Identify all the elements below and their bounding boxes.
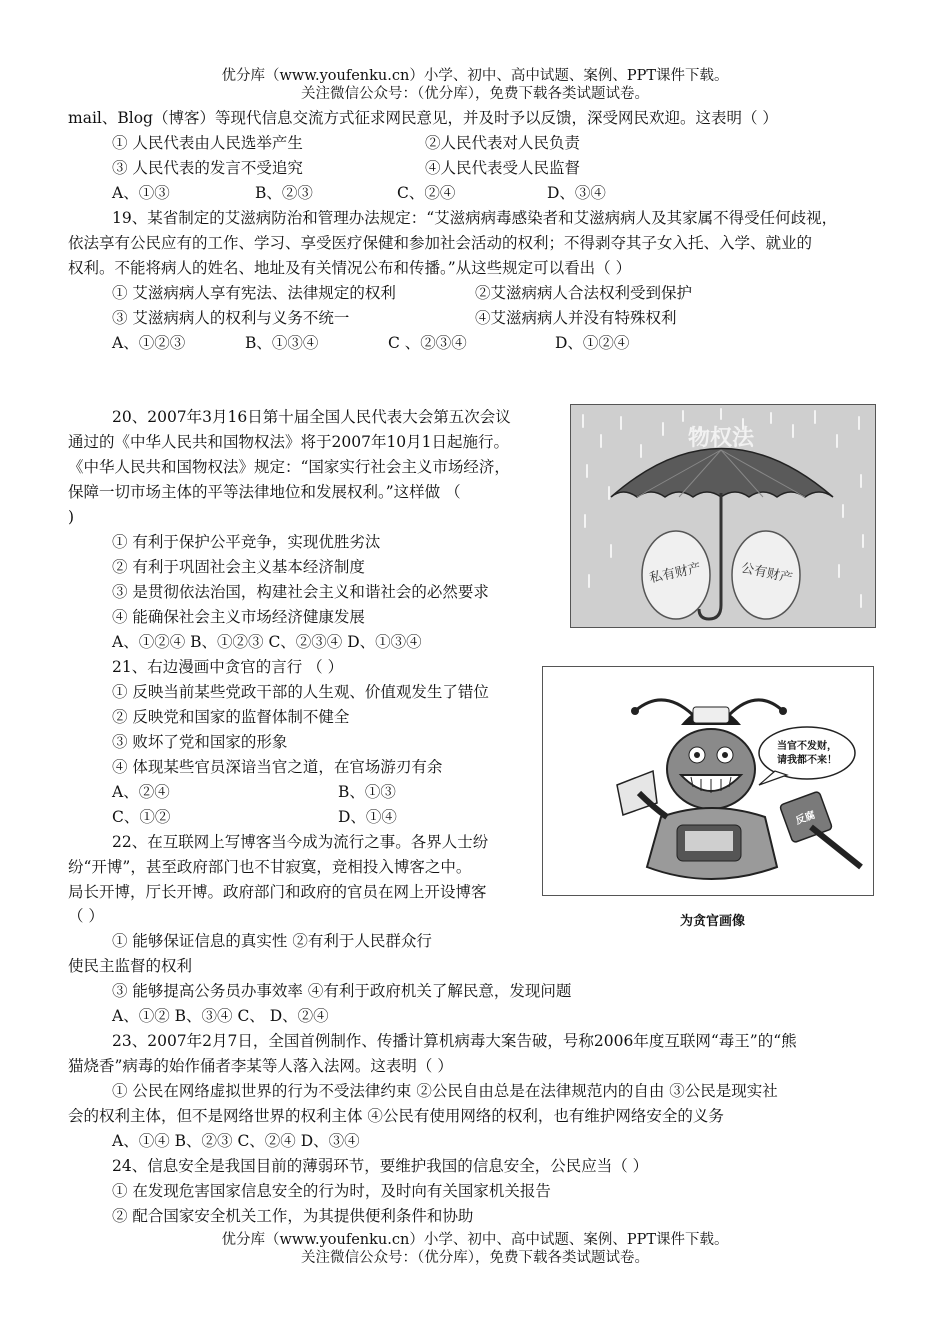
q22-option-3-4: ③ 能够提高公务员办事效率 ④有利于政府机关了解民意，发现问题 [112,982,572,1000]
q19-option-2: ②艾滋病病人合法权利受到保护 [475,284,693,302]
q24-option-1: ① 在发现危害国家信息安全的行为时，及时向有关国家机关报告 [112,1182,551,1200]
q18-stem-tail: mail、Blog（博客）等现代信息交流方式征求网民意见，并及时予以反馈，深受网民欢迎。这表明（ ） [68,109,778,127]
q22-stem-line2: 纷“开博”，甚至政府部门也不甘寂寞，竞相投入博客之中。 [68,858,472,876]
q22-option-1-2: ① 能够保证信息的真实性 ②有利于人民群众行 [112,932,432,950]
q20-stem-line3: 《中华人民共和国物权法》规定：“国家实行社会主义市场经济， [68,458,510,476]
q18-answer-d: D、③④ [547,184,606,202]
q21-option-4: ④ 体现某些官员深谙当官之道，在官场游刃有余 [112,758,443,776]
q19-answer-d: D、①②④ [555,334,630,352]
q20-option-3: ③ 是贯彻依法治国，构建社会主义和谐社会的必然要求 [112,583,489,601]
page-header-line2: 关注微信公众号：（优分库），免费下载各类试题试卷。 [301,86,649,102]
q18-option-2: ②人民代表对人民负责 [425,134,581,152]
q21-stem: 21、右边漫画中贪官的言行 （ ） [112,658,344,676]
q20-stem-line4: 保障一切市场主体的平等法律地位和发展权利。”这样做 （ [68,483,461,501]
q19-answer-b: B、①③④ [245,334,319,352]
page-header-line1: 优分库（www.youfenku.cn）小学、初中、高中试题、案例、PPT课件下载。 [221,68,729,84]
q18-option-3: ③ 人民代表的发言不受追究 [112,159,303,177]
page-footer-line2: 关注微信公众号：（优分库），免费下载各类试题试卷。 [301,1250,649,1266]
q21-answer-d: D、①④ [338,808,397,826]
public-property-egg-label: 公有财产 [739,560,794,587]
q23-options-line1: ① 公民在网络虚拟世界的行为不受法律约束 ②公民自由总是在法律规范内的自由 ③公民是现实社 [112,1082,778,1100]
q22-option-2-cont: 使民主监督的权利 [68,957,193,975]
corrupt-official-cartoon [542,666,874,896]
q20-option-1: ① 有利于保护公平竞争，实现优胜劣汰 [112,533,381,551]
q20-stem-line1: 20、2007年3月16日第十届全国人民代表大会第五次会议 [112,408,511,426]
corrupt-official-illustration [543,667,873,895]
q19-answer-a: A、①②③ [112,334,186,352]
q20-answers: A、①②④ B、①②③ C、②③④ D、①③④ [112,633,422,651]
q23-stem-line2: 猫烧香”病毒的始作俑者李某等人落入法网。这表明（ ） [68,1057,453,1075]
q22-stem-line3: 局长开博，厅长开博。政府部门和政府的官员在网上开设博客 [68,883,487,901]
cartoon-caption: 为贪官画像 [680,914,746,929]
property-law-cartoon [570,404,876,628]
q20-stem-line2: 通过的《中华人民共和国物权法》将于2007年10月1日起施行。 [68,433,510,451]
q20-stem-line5: ) [68,508,75,526]
q19-option-3: ③ 艾滋病病人的权利与义务不统一 [112,309,350,327]
page-footer-line1: 优分库（www.youfenku.cn）小学、初中、高中试题、案例、PPT课件下载。 [221,1232,729,1248]
q24-stem: 24、信息安全是我国目前的薄弱环节，要维护我国的信息安全，公民应当（ ） [112,1157,649,1175]
q21-option-3: ③ 败坏了党和国家的形象 [112,733,288,751]
q24-option-2: ② 配合国家安全机关工作，为其提供便利条件和协助 [112,1207,474,1225]
q19-option-4: ④艾滋病病人并没有特殊权利 [475,309,677,327]
q22-stem-line1: 22、在互联网上写博客当今成为流行之事。各界人士纷 [112,833,489,851]
speech-bubble [759,727,855,779]
q21-option-2: ② 反映党和国家的监督体制不健全 [112,708,350,726]
speech-text-line1: 当官不发财， [777,741,837,752]
q19-answer-c: C 、②③④ [388,334,467,352]
umbrella-eggs-illustration [571,405,875,627]
q21-option-1: ① 反映当前某些党政干部的人生观、价值观发生了错位 [112,683,489,701]
q22-answers: A、①② B、③④ C、 D、②④ [112,1007,329,1025]
q18-answer-a: A、①③ [112,184,170,202]
q20-option-2: ② 有利于巩固社会主义基本经济制度 [112,558,365,576]
speech-text-line2: 请我都不来！ [777,755,837,766]
q23-stem-line1: 23、2007年2月7日，全国首例制作、传播计算机病毒大案告破，号称2006年度互联网“毒王”的“熊 [112,1032,797,1050]
q18-option-4: ④人民代表受人民监督 [425,159,581,177]
q19-stem-line2: 依法享有公民应有的工作、学习、享受医疗保健和参加社会活动的权利；不得剥夺其子女入托、入学、就业的 [68,234,813,252]
q18-answer-b: B、②③ [255,184,313,202]
q21-answer-c: C、①② [112,808,171,826]
q23-answers: A、①④ B、②③ C、②④ D、③④ [112,1132,360,1150]
private-property-egg-label: 私有财产 [648,560,703,587]
q23-options-line2: 会的权利主体，但不是网络世界的权利主体 ④公民有使用网络的权利，也有维护网络安全的义务 [68,1107,724,1125]
q21-answer-a: A、②④ [112,783,170,801]
q18-answer-c: C、②④ [397,184,456,202]
q18-option-1: ① 人民代表由人民选举产生 [112,134,303,152]
hammer-label: 反腐 [794,809,817,827]
q22-stem-line4: （ ） [68,907,104,925]
q21-answer-b: B、①③ [338,783,396,801]
umbrella-banner-text: 物权法 [687,426,755,451]
q20-option-4: ④ 能确保社会主义市场经济健康发展 [112,608,365,626]
q19-stem-line3: 权利。不能将病人的姓名、地址及有关情况公布和传播。”从这些规定可以看出（ ） [68,259,632,277]
q19-option-1: ① 艾滋病病人享有宪法、法律规定的权利 [112,284,396,302]
q19-stem-line1: 19、某省制定的艾滋病防治和管理办法规定：“艾滋病病毒感染者和艾滋病病人及其家属不得受任何歧视， [112,209,838,227]
